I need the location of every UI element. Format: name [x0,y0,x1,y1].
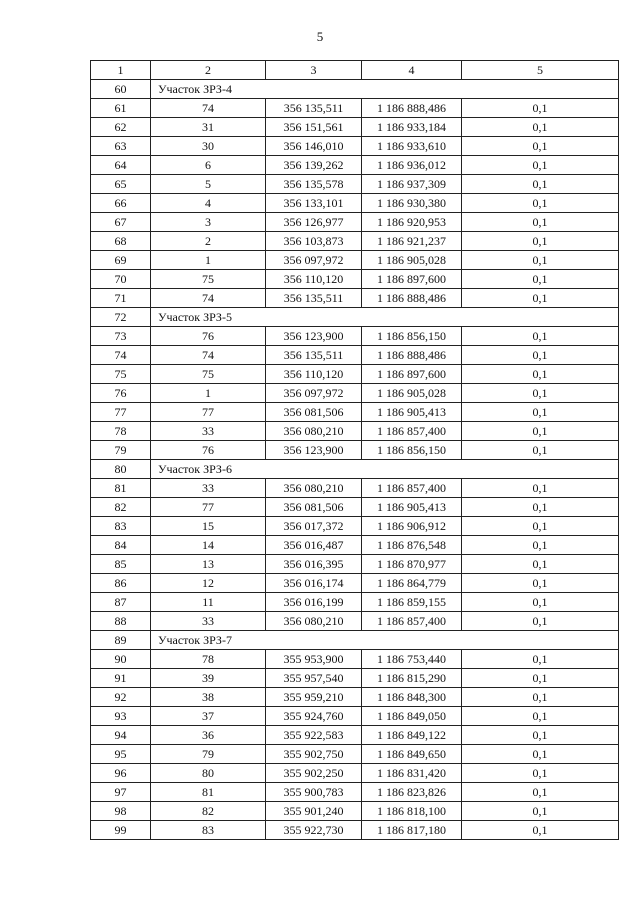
point-number-cell: 76 [151,327,266,346]
y-coordinate-cell: 1 186 856,150 [362,327,462,346]
y-coordinate-cell: 1 186 857,400 [362,479,462,498]
row-number-cell: 80 [91,460,151,479]
accuracy-cell: 0,1 [462,802,619,821]
point-number-cell: 74 [151,346,266,365]
table-row [91,213,619,232]
x-coordinate-cell: 356 123,900 [266,327,362,346]
section-title-cell: Участок ЗРЗ-4 [151,80,619,99]
table-row [91,612,619,631]
row-number-cell: 70 [91,270,151,289]
table-row [91,707,619,726]
y-coordinate-cell: 1 186 815,290 [362,669,462,688]
section-title-cell: Участок ЗРЗ-6 [151,460,619,479]
point-number-cell: 77 [151,403,266,422]
page-number: 5 [316,29,324,44]
table-row [91,137,619,156]
y-coordinate-cell: 1 186 849,122 [362,726,462,745]
table-row [91,289,619,308]
x-coordinate-cell: 356 017,372 [266,517,362,536]
x-coordinate-cell: 356 016,395 [266,555,362,574]
row-number-cell: 76 [91,384,151,403]
accuracy-cell: 0,1 [462,821,619,840]
y-coordinate-cell: 1 186 937,309 [362,175,462,194]
row-number-cell: 98 [91,802,151,821]
row-number-cell: 73 [91,327,151,346]
table-row [91,156,619,175]
row-number-cell: 74 [91,346,151,365]
table-row [91,574,619,593]
table-row [91,821,619,840]
table-row [91,536,619,555]
table-row [91,745,619,764]
row-number-cell: 64 [91,156,151,175]
y-coordinate-cell: 1 186 870,977 [362,555,462,574]
row-number-cell: 67 [91,213,151,232]
accuracy-cell: 0,1 [462,194,619,213]
point-number-cell: 76 [151,441,266,460]
row-number-cell: 87 [91,593,151,612]
row-number-cell: 88 [91,612,151,631]
x-coordinate-cell: 356 135,511 [266,289,362,308]
row-number-cell: 79 [91,441,151,460]
x-coordinate-cell: 356 080,210 [266,479,362,498]
y-coordinate-cell: 1 186 936,012 [362,156,462,175]
y-coordinate-cell: 1 186 933,610 [362,137,462,156]
x-coordinate-cell: 356 126,977 [266,213,362,232]
table-row [91,99,619,118]
column-header-2: 2 [151,61,266,80]
point-number-cell: 15 [151,517,266,536]
section-title-cell: Участок ЗРЗ-5 [151,308,619,327]
table-row [91,327,619,346]
point-number-cell: 82 [151,802,266,821]
row-number-cell: 89 [91,631,151,650]
row-number-cell: 69 [91,251,151,270]
row-number-cell: 91 [91,669,151,688]
y-coordinate-cell: 1 186 905,028 [362,384,462,403]
x-coordinate-cell: 355 902,250 [266,764,362,783]
table-row [91,479,619,498]
table-row [91,783,619,802]
row-number-cell: 90 [91,650,151,669]
accuracy-cell: 0,1 [462,650,619,669]
table-row [91,175,619,194]
table-row [91,688,619,707]
table-row [91,194,619,213]
table-row [91,498,619,517]
x-coordinate-cell: 355 901,240 [266,802,362,821]
row-number-cell: 81 [91,479,151,498]
point-number-cell: 36 [151,726,266,745]
y-coordinate-cell: 1 186 920,953 [362,213,462,232]
x-coordinate-cell: 356 081,506 [266,403,362,422]
x-coordinate-cell: 356 135,511 [266,346,362,365]
y-coordinate-cell: 1 186 906,912 [362,517,462,536]
table-row [91,346,619,365]
accuracy-cell: 0,1 [462,384,619,403]
y-coordinate-cell: 1 186 848,300 [362,688,462,707]
point-number-cell: 39 [151,669,266,688]
table-row [91,726,619,745]
y-coordinate-cell: 1 186 823,826 [362,783,462,802]
column-header-1: 1 [91,61,151,80]
point-number-cell: 1 [151,384,266,403]
y-coordinate-cell: 1 186 905,028 [362,251,462,270]
accuracy-cell: 0,1 [462,707,619,726]
point-number-cell: 2 [151,232,266,251]
x-coordinate-cell: 356 016,174 [266,574,362,593]
table-row [91,555,619,574]
x-coordinate-cell: 355 953,900 [266,650,362,669]
accuracy-cell: 0,1 [462,175,619,194]
x-coordinate-cell: 356 080,210 [266,422,362,441]
point-number-cell: 6 [151,156,266,175]
y-coordinate-cell: 1 186 905,413 [362,498,462,517]
point-number-cell: 81 [151,783,266,802]
accuracy-cell: 0,1 [462,118,619,137]
y-coordinate-cell: 1 186 905,413 [362,403,462,422]
x-coordinate-cell: 356 110,120 [266,270,362,289]
x-coordinate-cell: 356 133,101 [266,194,362,213]
accuracy-cell: 0,1 [462,517,619,536]
table-row [91,118,619,137]
accuracy-cell: 0,1 [462,346,619,365]
table-row [91,517,619,536]
point-number-cell: 79 [151,745,266,764]
accuracy-cell: 0,1 [462,536,619,555]
accuracy-cell: 0,1 [462,669,619,688]
accuracy-cell: 0,1 [462,764,619,783]
accuracy-cell: 0,1 [462,270,619,289]
x-coordinate-cell: 355 922,583 [266,726,362,745]
row-number-cell: 63 [91,137,151,156]
point-number-cell: 74 [151,289,266,308]
table-row [91,802,619,821]
accuracy-cell: 0,1 [462,365,619,384]
point-number-cell: 78 [151,650,266,669]
accuracy-cell: 0,1 [462,213,619,232]
x-coordinate-cell: 356 135,578 [266,175,362,194]
y-coordinate-cell: 1 186 921,237 [362,232,462,251]
point-number-cell: 80 [151,764,266,783]
section-row [91,460,619,479]
accuracy-cell: 0,1 [462,137,619,156]
x-coordinate-cell: 356 110,120 [266,365,362,384]
row-number-cell: 78 [91,422,151,441]
y-coordinate-cell: 1 186 888,486 [362,99,462,118]
column-header-4: 4 [362,61,462,80]
point-number-cell: 33 [151,422,266,441]
row-number-cell: 85 [91,555,151,574]
table-row [91,650,619,669]
row-number-cell: 94 [91,726,151,745]
x-coordinate-cell: 355 957,540 [266,669,362,688]
table-body [91,80,619,840]
row-number-cell: 61 [91,99,151,118]
point-number-cell: 14 [151,536,266,555]
x-coordinate-cell: 356 097,972 [266,384,362,403]
table-row [91,764,619,783]
table-row [91,422,619,441]
section-row [91,80,619,99]
row-number-cell: 95 [91,745,151,764]
row-number-cell: 86 [91,574,151,593]
x-coordinate-cell: 356 151,561 [266,118,362,137]
x-coordinate-cell: 355 902,750 [266,745,362,764]
accuracy-cell: 0,1 [462,574,619,593]
point-number-cell: 11 [151,593,266,612]
x-coordinate-cell: 356 080,210 [266,612,362,631]
accuracy-cell: 0,1 [462,612,619,631]
x-coordinate-cell: 356 081,506 [266,498,362,517]
point-number-cell: 38 [151,688,266,707]
accuracy-cell: 0,1 [462,688,619,707]
row-number-cell: 93 [91,707,151,726]
point-number-cell: 33 [151,612,266,631]
x-coordinate-cell: 356 135,511 [266,99,362,118]
x-coordinate-cell: 355 924,760 [266,707,362,726]
point-number-cell: 75 [151,270,266,289]
row-number-cell: 71 [91,289,151,308]
x-coordinate-cell: 356 016,487 [266,536,362,555]
y-coordinate-cell: 1 186 818,100 [362,802,462,821]
row-number-cell: 72 [91,308,151,327]
point-number-cell: 1 [151,251,266,270]
point-number-cell: 4 [151,194,266,213]
accuracy-cell: 0,1 [462,783,619,802]
table-row [91,593,619,612]
accuracy-cell: 0,1 [462,726,619,745]
section-title-cell: Участок ЗРЗ-7 [151,631,619,650]
row-number-cell: 62 [91,118,151,137]
point-number-cell: 74 [151,99,266,118]
y-coordinate-cell: 1 186 859,155 [362,593,462,612]
point-number-cell: 33 [151,479,266,498]
x-coordinate-cell: 355 900,783 [266,783,362,802]
y-coordinate-cell: 1 186 888,486 [362,346,462,365]
table-row [91,270,619,289]
table-row [91,669,619,688]
column-header-5: 5 [462,61,619,80]
point-number-cell: 77 [151,498,266,517]
y-coordinate-cell: 1 186 876,548 [362,536,462,555]
accuracy-cell: 0,1 [462,422,619,441]
y-coordinate-cell: 1 186 753,440 [362,650,462,669]
accuracy-cell: 0,1 [462,593,619,612]
row-number-cell: 75 [91,365,151,384]
x-coordinate-cell: 356 123,900 [266,441,362,460]
table-row [91,441,619,460]
accuracy-cell: 0,1 [462,441,619,460]
row-number-cell: 65 [91,175,151,194]
accuracy-cell: 0,1 [462,498,619,517]
table-header-row [91,61,619,80]
accuracy-cell: 0,1 [462,403,619,422]
x-coordinate-cell: 356 097,972 [266,251,362,270]
accuracy-cell: 0,1 [462,251,619,270]
x-coordinate-cell: 356 016,199 [266,593,362,612]
point-number-cell: 5 [151,175,266,194]
table-row [91,384,619,403]
row-number-cell: 82 [91,498,151,517]
row-number-cell: 97 [91,783,151,802]
point-number-cell: 31 [151,118,266,137]
y-coordinate-cell: 1 186 897,600 [362,270,462,289]
section-row [91,308,619,327]
row-number-cell: 77 [91,403,151,422]
row-number-cell: 99 [91,821,151,840]
x-coordinate-cell: 356 146,010 [266,137,362,156]
point-number-cell: 12 [151,574,266,593]
row-number-cell: 66 [91,194,151,213]
y-coordinate-cell: 1 186 897,600 [362,365,462,384]
coordinates-table [90,60,619,840]
y-coordinate-cell: 1 186 857,400 [362,422,462,441]
x-coordinate-cell: 355 959,210 [266,688,362,707]
x-coordinate-cell: 356 139,262 [266,156,362,175]
point-number-cell: 75 [151,365,266,384]
row-number-cell: 92 [91,688,151,707]
accuracy-cell: 0,1 [462,479,619,498]
accuracy-cell: 0,1 [462,232,619,251]
section-row [91,631,619,650]
row-number-cell: 60 [91,80,151,99]
table-row [91,251,619,270]
y-coordinate-cell: 1 186 864,779 [362,574,462,593]
accuracy-cell: 0,1 [462,289,619,308]
row-number-cell: 68 [91,232,151,251]
y-coordinate-cell: 1 186 930,380 [362,194,462,213]
accuracy-cell: 0,1 [462,555,619,574]
point-number-cell: 3 [151,213,266,232]
table-row [91,232,619,251]
y-coordinate-cell: 1 186 933,184 [362,118,462,137]
y-coordinate-cell: 1 186 857,400 [362,612,462,631]
point-number-cell: 37 [151,707,266,726]
accuracy-cell: 0,1 [462,745,619,764]
point-number-cell: 83 [151,821,266,840]
y-coordinate-cell: 1 186 817,180 [362,821,462,840]
table-row [91,403,619,422]
row-number-cell: 83 [91,517,151,536]
accuracy-cell: 0,1 [462,99,619,118]
x-coordinate-cell: 355 922,730 [266,821,362,840]
row-number-cell: 84 [91,536,151,555]
y-coordinate-cell: 1 186 888,486 [362,289,462,308]
y-coordinate-cell: 1 186 831,420 [362,764,462,783]
point-number-cell: 13 [151,555,266,574]
accuracy-cell: 0,1 [462,156,619,175]
y-coordinate-cell: 1 186 849,650 [362,745,462,764]
y-coordinate-cell: 1 186 856,150 [362,441,462,460]
y-coordinate-cell: 1 186 849,050 [362,707,462,726]
table-row [91,365,619,384]
column-header-3: 3 [266,61,362,80]
row-number-cell: 96 [91,764,151,783]
point-number-cell: 30 [151,137,266,156]
x-coordinate-cell: 356 103,873 [266,232,362,251]
accuracy-cell: 0,1 [462,327,619,346]
